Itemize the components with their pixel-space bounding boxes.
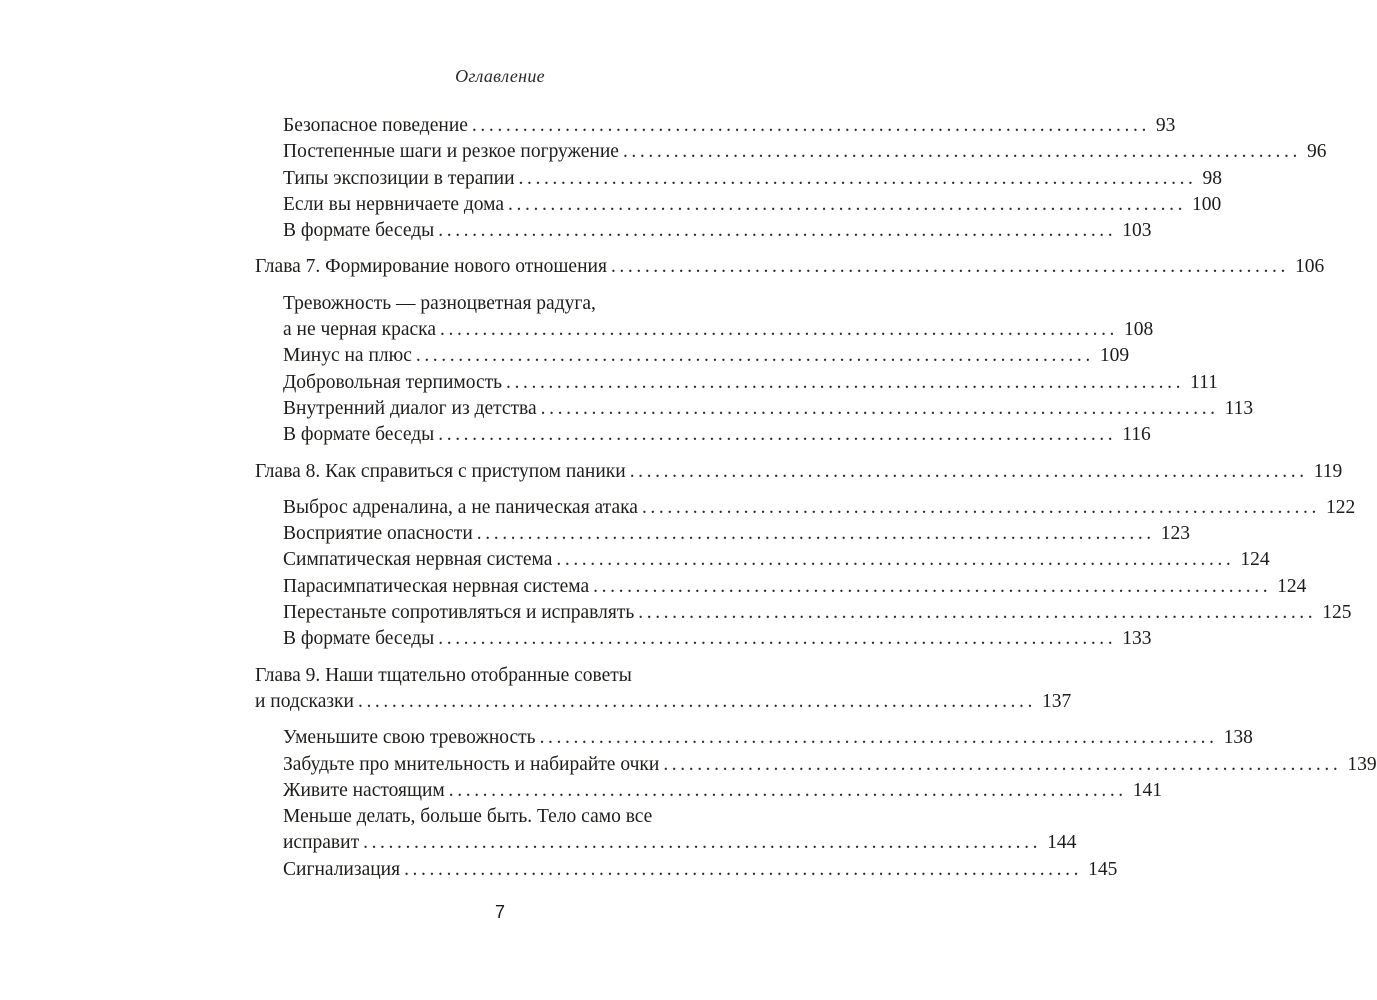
toc-entry-page: 138 bbox=[1223, 727, 1253, 749]
dot-leader: ................................................................................ bbox=[440, 319, 1119, 341]
toc-entry-title: Минус на плюс bbox=[283, 345, 412, 367]
dot-leader: ................................................................................ bbox=[506, 371, 1185, 393]
dot-leader: ................................................................................ bbox=[518, 167, 1197, 189]
page-number: 7 bbox=[494, 902, 505, 922]
toc-entry-page: 103 bbox=[1122, 220, 1152, 242]
toc-entry-title: Выброс адреналина, а не паническая атака bbox=[283, 496, 638, 518]
toc-entry bbox=[255, 778, 1163, 804]
dot-leader: ................................................................................ bbox=[556, 549, 1235, 571]
toc-entry bbox=[255, 857, 1118, 883]
toc-entry-title: Если вы нервничаете дома bbox=[283, 193, 505, 215]
toc-entry-page: 93 bbox=[1155, 115, 1176, 136]
toc-chapter bbox=[255, 459, 1343, 485]
toc-entry bbox=[255, 752, 1377, 778]
toc-entry-page: 144 bbox=[1047, 832, 1077, 854]
running-head: Оглавление bbox=[455, 66, 545, 86]
toc-entry-page: 108 bbox=[1124, 319, 1154, 341]
toc-entry-page: 123 bbox=[1160, 523, 1191, 545]
toc-chapter-title: Глава 9. Наши тщательно отобранные советы bbox=[255, 664, 632, 686]
toc-entry-page: 141 bbox=[1132, 779, 1163, 801]
dot-leader: ................................................................................ bbox=[438, 220, 1117, 242]
toc-entry bbox=[255, 192, 1222, 218]
toc-entry bbox=[255, 495, 1356, 521]
toc-entry bbox=[255, 600, 1352, 626]
toc-entry bbox=[255, 422, 1151, 448]
toc-entry bbox=[255, 343, 1130, 369]
toc-chapter-first-line bbox=[255, 663, 736, 689]
toc-chapter bbox=[255, 254, 1325, 280]
table-of-contents bbox=[255, 113, 1377, 883]
dot-leader: ................................................................................ bbox=[622, 141, 1301, 163]
toc-chapter bbox=[255, 689, 1072, 715]
toc-entry-page: 116 bbox=[1122, 424, 1151, 446]
toc-entry-title: Перестаньте сопротивляться и исправлять bbox=[283, 602, 635, 624]
toc-chapter-page: 137 bbox=[1041, 690, 1072, 712]
toc-entry-title: Постепенные шаги и резкое погружение bbox=[283, 141, 619, 163]
toc-entry-title: В формате беседы bbox=[283, 220, 435, 242]
dot-leader: ................................................................................ bbox=[641, 496, 1320, 518]
dot-leader: ................................................................................ bbox=[357, 690, 1036, 712]
toc-entry-title: исправит bbox=[283, 832, 360, 854]
dot-leader: ................................................................................ bbox=[540, 397, 1219, 419]
toc-entry-title: а не черная краска bbox=[283, 319, 437, 341]
toc-entry bbox=[255, 166, 1223, 192]
toc-entry-page: 125 bbox=[1322, 602, 1352, 624]
dot-leader: ................................................................................ bbox=[415, 345, 1094, 367]
toc-entry bbox=[255, 396, 1254, 422]
dot-leader: ................................................................................ bbox=[363, 832, 1042, 854]
toc-chapter-page: 119 bbox=[1313, 460, 1343, 482]
toc-entry bbox=[255, 139, 1327, 165]
toc-entry-page: 133 bbox=[1122, 628, 1152, 650]
toc-chapter-title: Глава 7. Формирование нового отношения bbox=[255, 256, 607, 278]
toc-entry-page: 124 bbox=[1277, 575, 1307, 597]
toc-entry-page: 96 bbox=[1306, 141, 1327, 163]
dot-leader: ................................................................................ bbox=[404, 858, 1083, 880]
dot-leader: ................................................................................ bbox=[539, 727, 1218, 749]
toc-entry bbox=[255, 218, 1152, 244]
toc-entry-title: Парасимпатическая нервная система bbox=[283, 575, 590, 597]
toc-entry-first-line bbox=[255, 804, 736, 830]
toc-entry-title: Живите настоящим bbox=[283, 779, 445, 801]
dot-leader: ................................................................................ bbox=[593, 575, 1272, 597]
toc-entry-page: 100 bbox=[1192, 193, 1222, 215]
toc-chapter-title: Глава 8. Как справиться с приступом паники bbox=[255, 460, 626, 482]
toc-entry-title: В формате беседы bbox=[283, 424, 435, 446]
toc-entry-page: 145 bbox=[1088, 858, 1118, 880]
toc-chapter-title: и подсказки bbox=[255, 690, 354, 712]
toc-entry bbox=[255, 317, 1154, 343]
dot-leader: ................................................................................ bbox=[508, 193, 1187, 215]
toc-entry-title: Тревожность — разноцветная радуга, bbox=[283, 292, 596, 314]
dot-leader: ................................................................................ bbox=[448, 779, 1127, 801]
toc-entry-page: 124 bbox=[1240, 549, 1270, 571]
dot-leader: ................................................................................ bbox=[471, 115, 1150, 136]
toc-entry-title: Безопасное поведение bbox=[283, 115, 468, 136]
toc-entry bbox=[255, 574, 1307, 600]
toc-entry-first-line bbox=[255, 291, 736, 317]
dot-leader: ................................................................................ bbox=[438, 628, 1117, 650]
toc-entry-title: Типы экспозиции в терапии bbox=[283, 167, 515, 189]
dot-leader: ................................................................................ bbox=[663, 753, 1342, 775]
toc-entry-page: 139 bbox=[1347, 753, 1377, 775]
toc-entry-title: Восприятие опасности bbox=[283, 523, 473, 545]
toc-entry bbox=[255, 370, 1218, 396]
toc-entry-title: Уменьшите свою тревожность bbox=[283, 727, 536, 749]
toc-entry-title: Симпатическая нервная система bbox=[283, 549, 553, 571]
toc-entry-title: Меньше делать, больше быть. Тело само все bbox=[283, 806, 653, 828]
toc-entry bbox=[255, 725, 1253, 751]
toc-entry-page: 111 bbox=[1190, 371, 1218, 393]
toc-entry-title: Сигнализация bbox=[283, 858, 401, 880]
toc-entry-title: Забудьте про мнительность и набирайте очки bbox=[283, 753, 660, 775]
dot-leader: ................................................................................ bbox=[438, 424, 1117, 446]
toc-entry-page: 98 bbox=[1202, 167, 1223, 189]
toc-entry bbox=[255, 547, 1270, 573]
toc-entry-title: В формате беседы bbox=[283, 628, 435, 650]
toc-entry-page: 109 bbox=[1099, 345, 1130, 367]
dot-leader: ................................................................................ bbox=[610, 256, 1289, 278]
toc-entry bbox=[255, 113, 1176, 139]
toc-entry bbox=[255, 626, 1152, 652]
toc-entry-page: 113 bbox=[1224, 397, 1254, 419]
dot-leader: ................................................................................ bbox=[638, 602, 1317, 624]
toc-entry-title: Добровольная терпимость bbox=[283, 371, 503, 393]
toc-entry bbox=[255, 521, 1191, 547]
toc-entry-title: Внутренний диалог из детства bbox=[283, 397, 537, 419]
toc-entry bbox=[255, 830, 1077, 856]
dot-leader: ................................................................................ bbox=[629, 460, 1308, 482]
toc-chapter-page: 106 bbox=[1294, 256, 1325, 278]
toc-entry-page: 122 bbox=[1325, 496, 1356, 518]
dot-leader: ................................................................................ bbox=[476, 523, 1155, 545]
